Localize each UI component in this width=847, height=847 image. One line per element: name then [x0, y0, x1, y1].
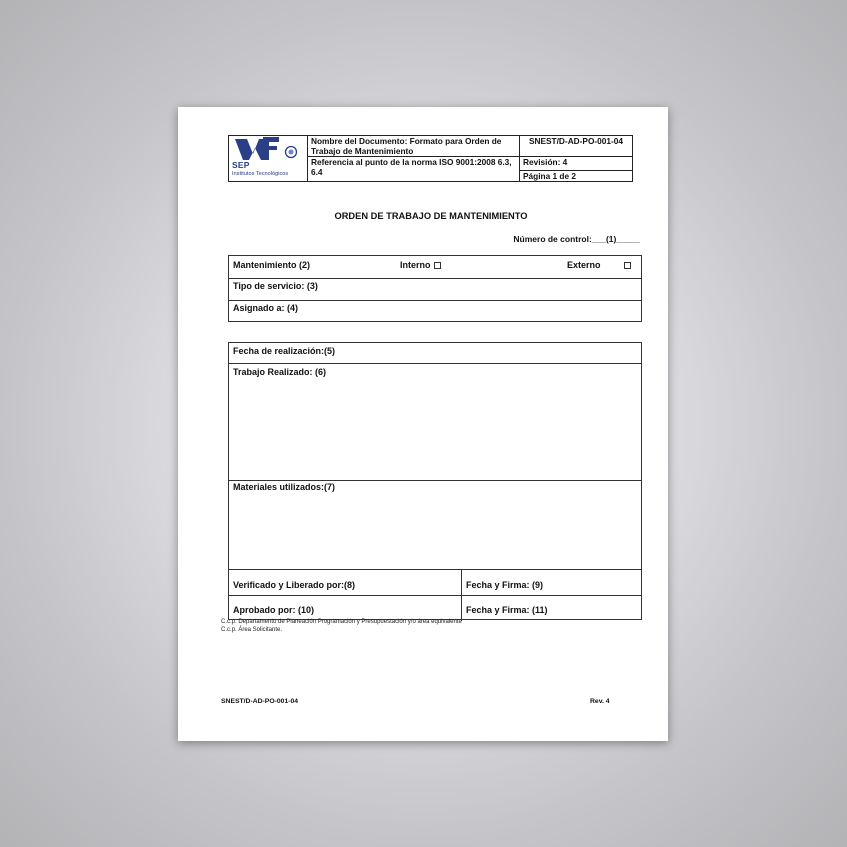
cc-line-1: C.c.p. Departamento de Planeación Programación y Presupuestación y/o área equivalente — [221, 619, 462, 625]
materials-label: Materiales utilizados:(7) — [233, 482, 336, 492]
divider — [229, 480, 641, 481]
divider — [229, 595, 641, 596]
divider — [229, 300, 641, 301]
divider — [229, 278, 641, 279]
maintenance-section — [228, 255, 642, 322]
service-type-label: Tipo de servicio: (3) — [233, 281, 318, 291]
logo-cell — [229, 136, 308, 182]
date-sign-label-2: Fecha y Firma: (11) — [466, 605, 548, 615]
logo-sep-text: SEP — [232, 160, 250, 170]
divider — [229, 363, 641, 364]
document-page — [178, 107, 668, 741]
internal-checkbox[interactable] — [434, 262, 441, 269]
control-number: Número de control:___(1)_____ — [513, 234, 640, 244]
sep-emblem-icon — [229, 136, 307, 162]
divider — [229, 569, 641, 570]
cc-line-2: C.c.p. Área Solicitante. — [221, 627, 283, 633]
sep-logo — [229, 136, 307, 181]
doc-code-cell: SNEST/D-AD-PO-001-04 — [520, 136, 633, 157]
revision-cell: Revisión: 4 — [520, 157, 633, 171]
work-done-label: Trabajo Realizado: (6) — [233, 367, 327, 377]
date-label: Fecha de realización:(5) — [233, 346, 336, 356]
date-sign-label-1: Fecha y Firma: (9) — [466, 580, 544, 590]
assigned-label: Asignado a: (4) — [233, 303, 299, 313]
footer-revision: Rev. 4 — [590, 698, 610, 705]
internal-option[interactable] — [400, 260, 441, 270]
footer-code: SNEST/D-AD-PO-001-04 — [221, 698, 299, 705]
approved-label: Aprobado por: (10) — [233, 605, 314, 615]
external-checkbox[interactable] — [624, 262, 631, 269]
work-section — [228, 342, 642, 620]
page-cell: Página 1 de 2 — [520, 171, 633, 182]
document-title: ORDEN DE TRABAJO DE MANTENIMIENTO — [334, 211, 528, 221]
verified-label: Verificado y Liberado por:(8) — [233, 580, 356, 590]
document-header — [228, 135, 633, 182]
internal-label: Interno — [400, 260, 431, 270]
reference-cell: Referencia al punto de la norma ISO 9001:2008 6.3, 6.4 — [308, 157, 520, 182]
doc-name-cell: Nombre del Documento: Formato para Orden de Trabajo de Mantenimiento — [308, 136, 520, 157]
maintenance-label: Mantenimiento (2) — [233, 260, 311, 270]
external-label: Externo — [567, 260, 601, 270]
logo-institution-text: Institutos Tecnológicos — [232, 171, 289, 177]
